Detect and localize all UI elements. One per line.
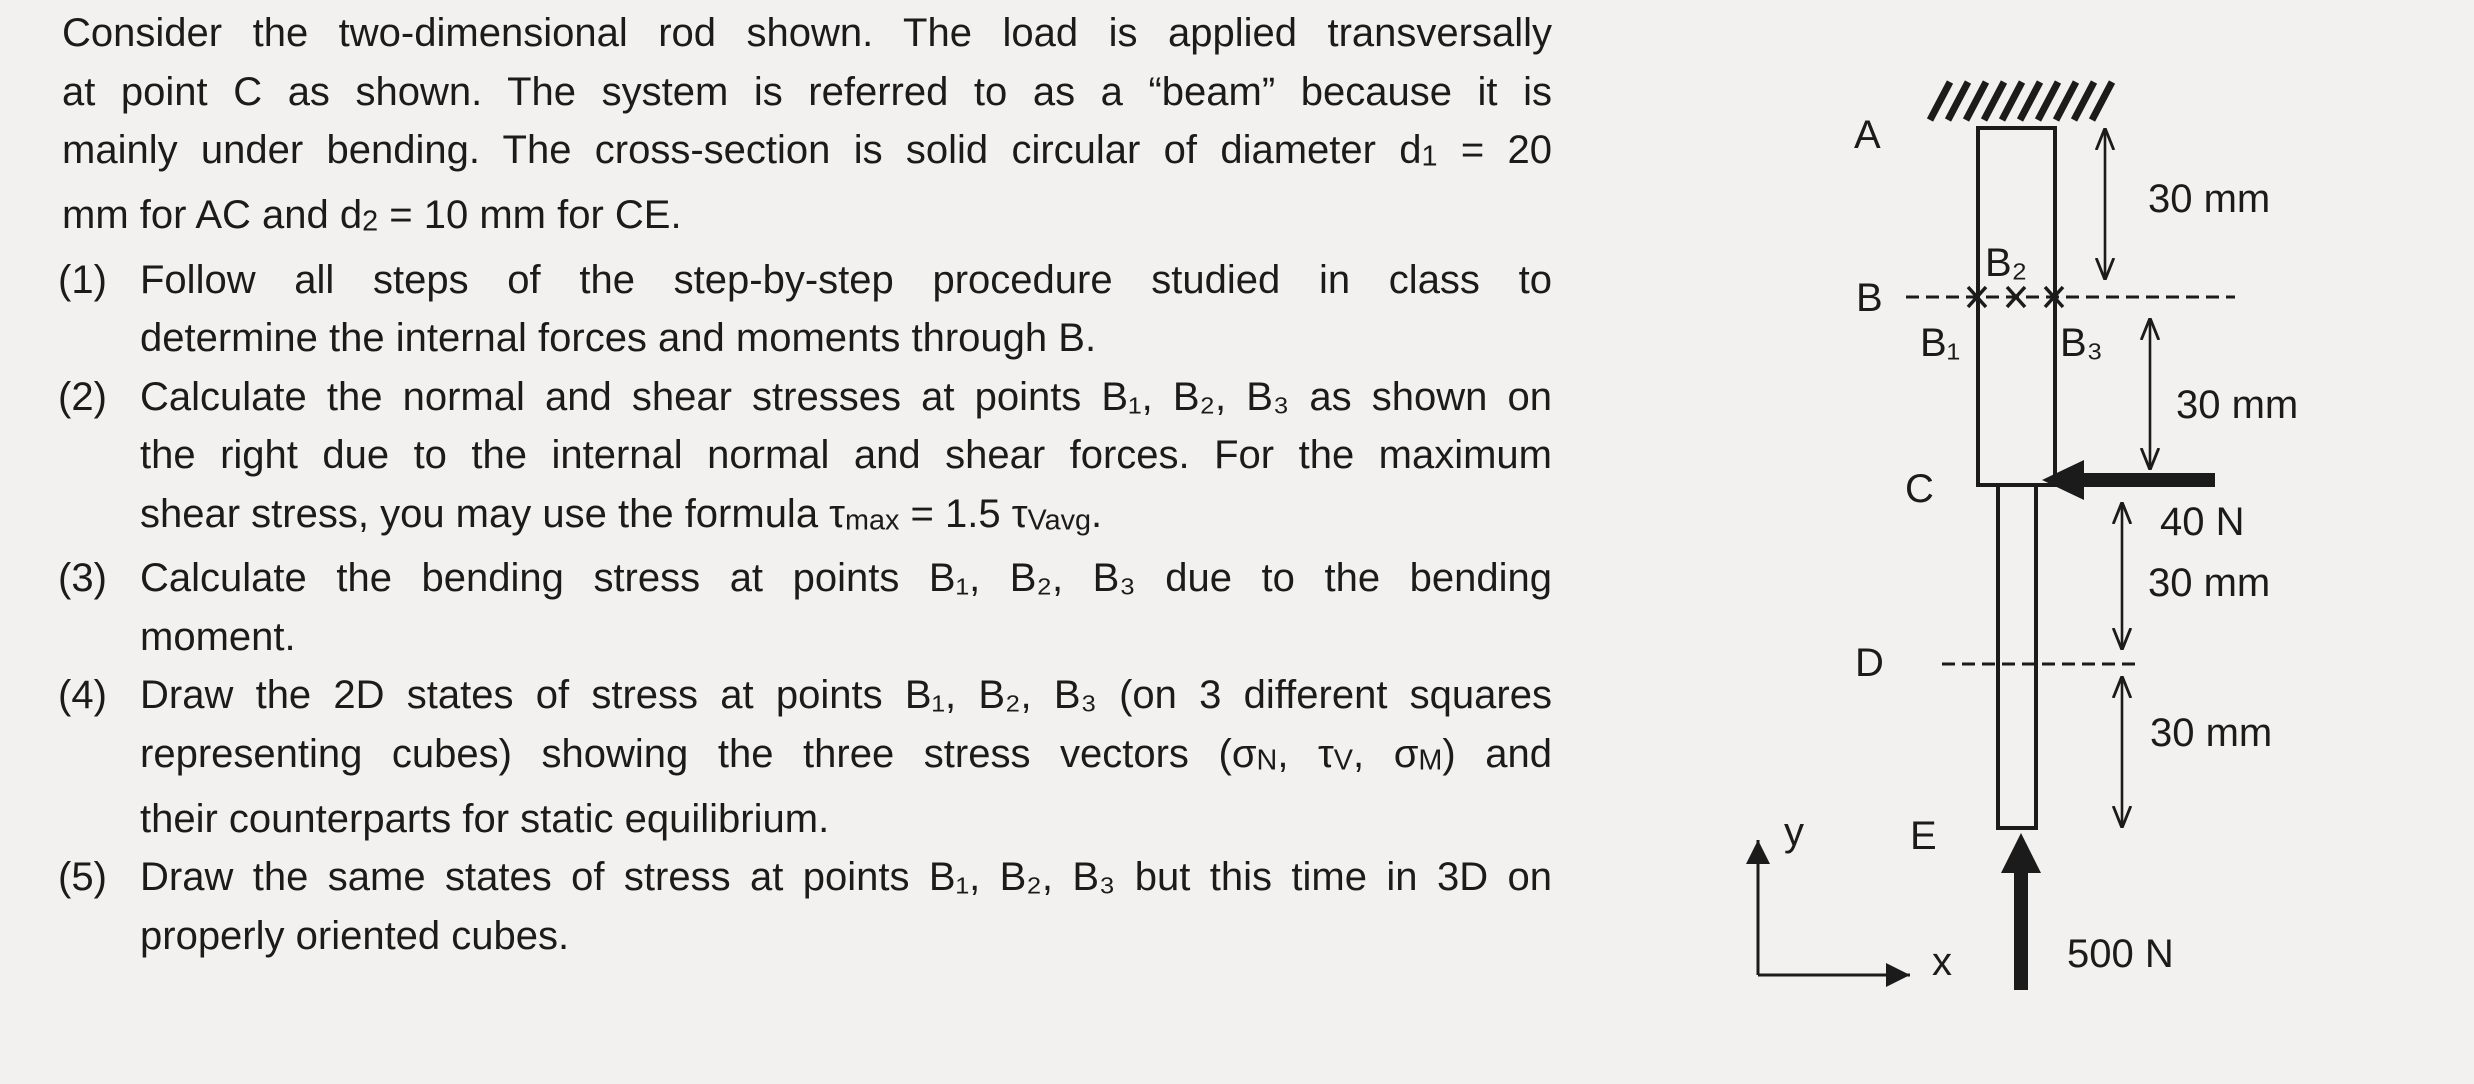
task-line: Calculate the bending stress at points B₁, B₂, B₃ due to the bending [140,556,1552,601]
task-line: determine the internal forces and moments through B. [140,316,1097,361]
load-arrow-c [2042,460,2215,500]
task-number: (3) [58,556,107,601]
point-b1-label: B₁ [1920,321,1961,365]
load-label-c: 40 N [2160,500,2245,544]
point-e-label: E [1910,814,1937,858]
point-c-label: C [1905,467,1934,511]
load-label-e: 500 N [2067,932,2174,976]
task-line: shear stress, you may use the formula τmax = 1.5 τVavg. [140,491,1103,536]
rod-segment-ac [1978,128,2055,485]
fixed-support [1930,82,2112,120]
dimension-label-de: 30 mm [2150,711,2273,755]
point-b-label: B [1856,276,1883,320]
task-line: moment. [140,614,296,659]
point-b2-label: B₂ [1985,241,2028,285]
intro-line: Consider the two-dimensional rod shown. The load is applied transversally [62,11,1552,55]
coordinate-axes [1758,840,1910,975]
task-number: (1) [58,257,107,302]
task-line: Calculate the normal and shear stresses at points B₁, B₂, B₃ as shown on [140,374,1552,419]
dimension-label-ab: 30 mm [2148,177,2271,221]
load-arrow-e [2001,833,2041,990]
task-line: their counterparts for static equilibrium. [140,796,830,841]
task-number: (2) [58,374,107,419]
intro-line: at point C as shown. The system is referred to as a “beam” because it is [62,69,1552,114]
axis-y-label: y [1784,810,1804,854]
dimension-label-bc: 30 mm [2176,383,2299,427]
dimension-label-cd: 30 mm [2148,561,2271,605]
task-number: (4) [58,673,107,718]
axis-x-label: x [1932,940,1952,984]
rod-segment-ce [1998,485,2036,828]
intro-line: mm for AC and d2 = 10 mm for CE. [62,192,682,238]
task-line: Draw the same states of stress at points B₁, B₂, B₃ but this time in 3D on [140,855,1552,900]
point-d-label: D [1855,641,1884,685]
task-line: representing cubes) showing the three stress vectors (σN, τV, σM) and [140,731,1553,777]
intro-line: mainly under bending. The cross-section is solid circular of diameter d1 = 20 [62,128,1553,173]
task-line: Draw the 2D states of stress at points B₁, B₂, B₃ (on 3 different squares [140,673,1552,718]
task-line: the right due to the internal normal and shear forces. For the maximum [140,433,1552,478]
task-line: properly oriented cubes. [140,913,570,958]
task-number: (5) [58,855,107,900]
task-line: Follow all steps of the step-by-step procedure studied in class to [140,257,1552,302]
point-b3-label: B₃ [2060,321,2103,365]
point-a-label: A [1854,113,1881,157]
